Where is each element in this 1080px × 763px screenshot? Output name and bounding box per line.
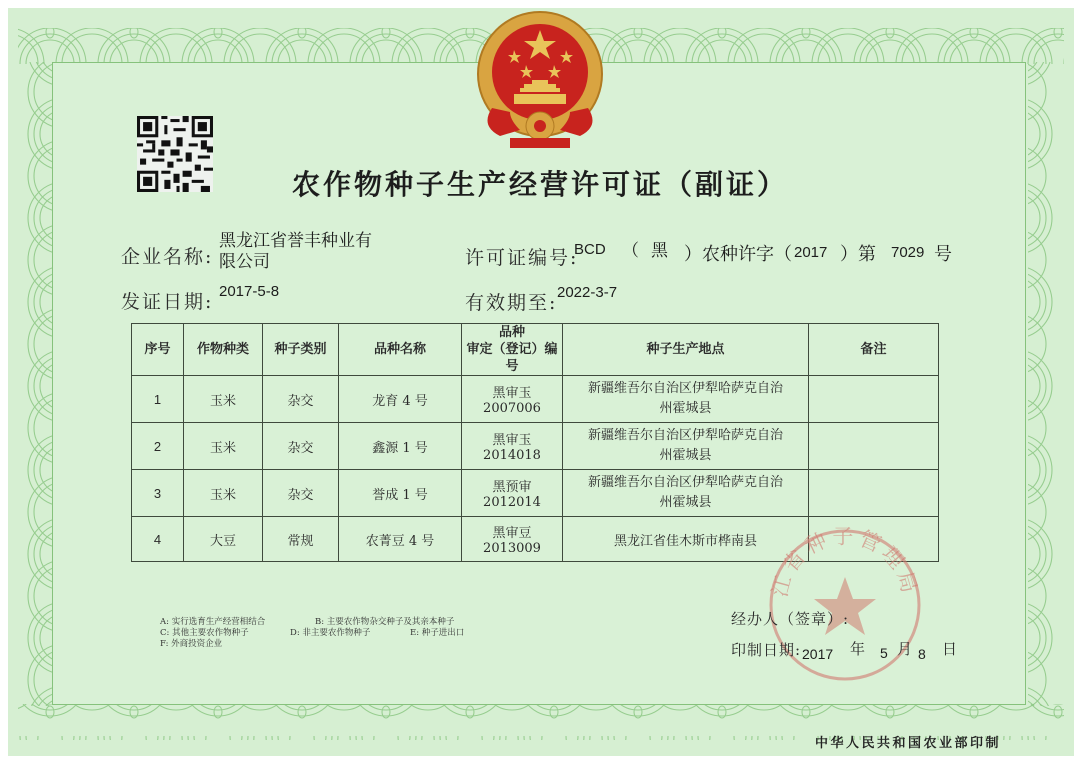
svg-text:江省种子管理局: 江省种子管理局 (767, 525, 923, 600)
document-title: 农作物种子生产经营许可证（副证） (291, 168, 788, 201)
license-number-label: 许可证编号: (465, 247, 579, 269)
cell-remark (809, 376, 939, 423)
header-location: 种子生产地点 (563, 324, 809, 376)
cell-crop: 大豆 (184, 517, 263, 562)
header-crop: 作物种类 (184, 324, 263, 376)
license-prefix: BCD (574, 241, 606, 258)
note-b: B: 主要农作物杂交种子及其亲本种子 (315, 617, 455, 627)
license-number (574, 239, 974, 269)
company-name-line2: 限公司 (219, 252, 270, 272)
cell-variety: 鑫源 1 号 (339, 423, 462, 470)
license-region: 黑 (651, 241, 668, 261)
cell-remark (809, 470, 939, 517)
cell-variety: 农菁豆 4 号 (339, 517, 462, 562)
valid-until-date: 2022-3-7 (557, 284, 618, 301)
print-day: 8 (918, 646, 926, 662)
cell-location: 新疆维吾尔自治区伊犁哈萨克自治 州霍城县 (563, 423, 809, 470)
cell-no: 3 (132, 470, 184, 517)
print-year: 2017 (802, 646, 834, 662)
cell-seed-type: 常规 (263, 517, 339, 562)
cell-location: 黑龙江省佳木斯市桦南县 (563, 517, 809, 562)
cell-no: 2 (132, 423, 184, 470)
issue-date: 2017-5-8 (219, 283, 280, 300)
cell-variety: 誉成 1 号 (339, 470, 462, 517)
cell-crop: 玉米 (184, 423, 263, 470)
print-month: 5 (880, 645, 888, 661)
header-approval-no: 品种 审定（登记）编号 (462, 324, 563, 376)
table-header-row (132, 324, 939, 376)
header-variety: 品种名称 (339, 324, 462, 376)
license-suffix: 号 (934, 244, 952, 265)
cell-approval-no: 黑预审 2012014 (462, 470, 563, 517)
cell-approval-no: 黑审玉 2007006 (462, 376, 563, 423)
note-d: D: 非主要农作物种子 (290, 628, 371, 638)
cell-crop: 玉米 (184, 470, 263, 517)
note-c: C: 其他主要农作物种子 (160, 628, 249, 638)
national-emblem-icon (470, 8, 610, 158)
header-seed-type: 种子类别 (263, 324, 339, 376)
year-char: 年 (850, 640, 867, 658)
license-mid: ）第 (840, 244, 876, 265)
valid-until-label: 有效期至: (465, 292, 558, 314)
cell-no: 1 (132, 376, 184, 423)
license-open-paren: （ (622, 241, 639, 261)
cell-seed-type: 杂交 (263, 470, 339, 517)
note-f: F: 外商投资企业 (160, 639, 223, 649)
category-notes (160, 617, 464, 650)
table-row (132, 376, 939, 423)
note-a: A: 实行选育生产经营相结合 (160, 617, 266, 627)
printer-footer: 中华人民共和国农业部印制 (815, 736, 1002, 751)
cell-remark (809, 423, 939, 470)
cell-seed-type: 杂交 (263, 376, 339, 423)
cell-seed-type: 杂交 (263, 423, 339, 470)
table-row (132, 423, 939, 470)
cell-approval-no: 黑审玉 2014018 (462, 423, 563, 470)
header-no: 序号 (132, 324, 184, 376)
company-name-line1: 黑龙江省誉丰种业有 (219, 231, 372, 251)
license-type: ）农种许字（ (684, 244, 792, 265)
note-e: E: 种子进出口 (410, 628, 465, 638)
cell-no: 4 (132, 517, 184, 562)
company-label: 企业名称: (121, 246, 214, 268)
month-char: 月 (897, 640, 914, 658)
issue-date-label: 发证日期: (121, 291, 214, 313)
print-date-label: 印制日期: (731, 641, 802, 659)
header-remark: 备注 (809, 324, 939, 376)
table-row (132, 470, 939, 517)
license-serial: 7029 (891, 244, 925, 261)
official-seal-stamp (765, 525, 925, 685)
handler-signature-label: 经办人（签章）: (731, 610, 850, 628)
cell-location: 新疆维吾尔自治区伊犁哈萨克自治 州霍城县 (563, 376, 809, 423)
license-year: 2017 (794, 244, 828, 261)
day-char: 日 (942, 640, 959, 658)
cell-location: 新疆维吾尔自治区伊犁哈萨克自治 州霍城县 (563, 470, 809, 517)
cell-crop: 玉米 (184, 376, 263, 423)
cell-variety: 龙育 4 号 (339, 376, 462, 423)
cell-approval-no: 黑审豆 2013009 (462, 517, 563, 562)
